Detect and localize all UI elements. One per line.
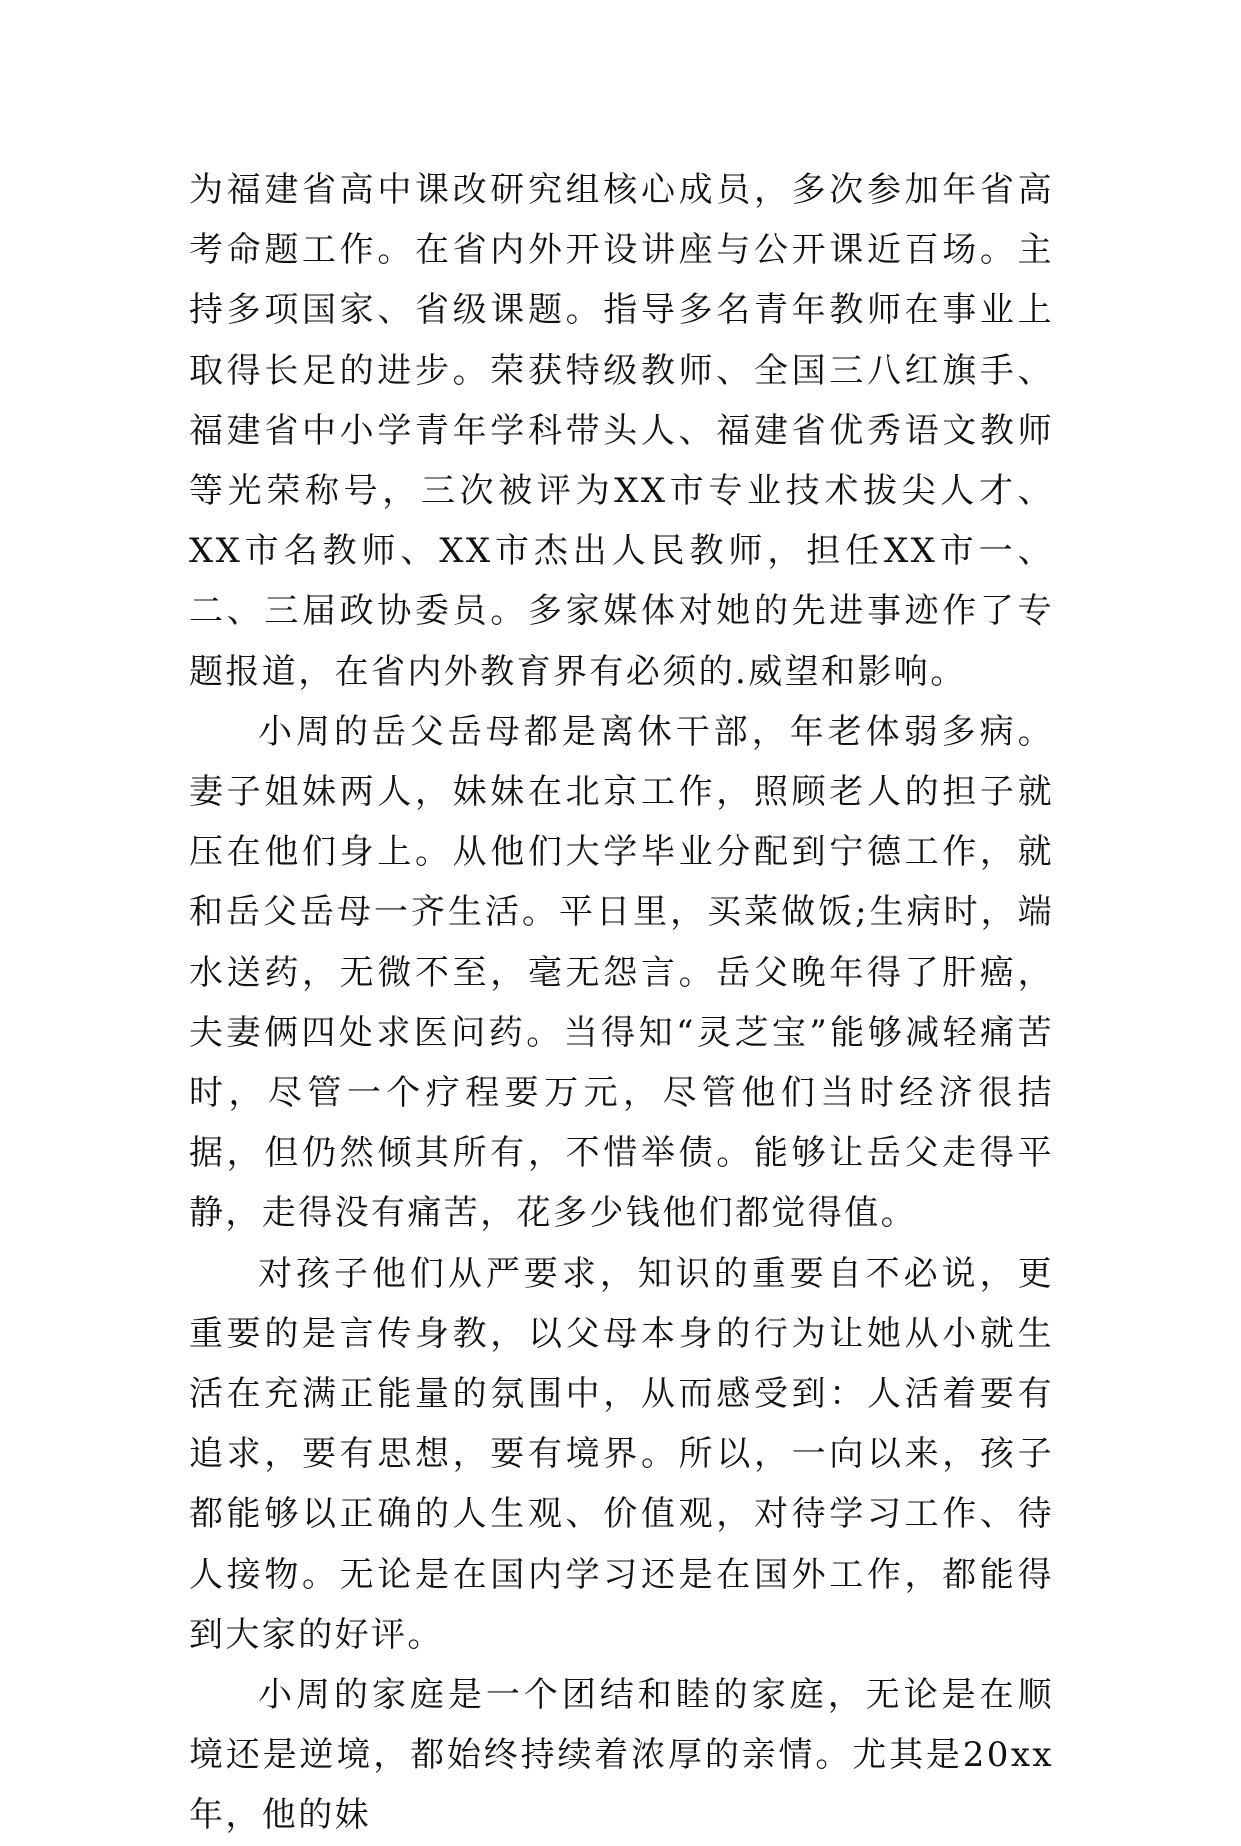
document-body	[189, 160, 1054, 1846]
paragraph-4: 小周的家庭是一个团结和睦的家庭，无论是在顺境还是逆境，都始终持续着浓厚的亲情。尤其是20xx年，他的妹	[189, 1675, 1054, 1836]
paragraph-2: 小周的岳父岳母都是离休干部，年老体弱多病。妻子姐妹两人，妹妹在北京工作，照顾老人的担子就压在他们身上。从他们大学毕业分配到宁德工作，就和岳父岳母一齐生活。平日里，买菜做饭;生病时，端水送药，无微不至，毫无怨言。岳父晚年得了肝癌，夫妻俩四处求医问药。当得知“灵芝宝”能够减轻痛苦时，尽管一个疗程要万元，尽管他们当时经济很拮据，但仍然倾其所有，不惜举债。能够让岳父走得平静，走得没有痛苦，花多少钱他们都觉得值。	[189, 711, 1054, 1234]
paragraph-3: 对孩子他们从严要求，知识的重要自不必说，更重要的是言传身教，以父母本身的行为让她从小就生活在充满正能量的氛围中，从而感受到：人活着要有追求，要有思想，要有境界。所以，一向以来，孩子都能够以正确的人生观、价值观，对待学习工作、待人接物。无论是在国内学习还是在国外工作，都能得到大家的好评。	[189, 1253, 1054, 1655]
paragraph-1: 为福建省高中课改研究组核心成员，多次参加年省高考命题工作。在省内外开设讲座与公开课近百场。主持多项国家、省级课题。指导多名青年教师在事业上取得长足的进步。荣获特级教师、全国三八红旗手、福建省中小学青年学科带头人、福建省优秀语文教师等光荣称号，三次被评为XX市专业技术拔尖人才、XX市名教师、XX市杰出人民教师，担任XX市一、二、三届政协委员。多家媒体对她的先进事迹作了专题报道，在省内外教育界有必须的.威望和影响。	[189, 170, 1054, 692]
